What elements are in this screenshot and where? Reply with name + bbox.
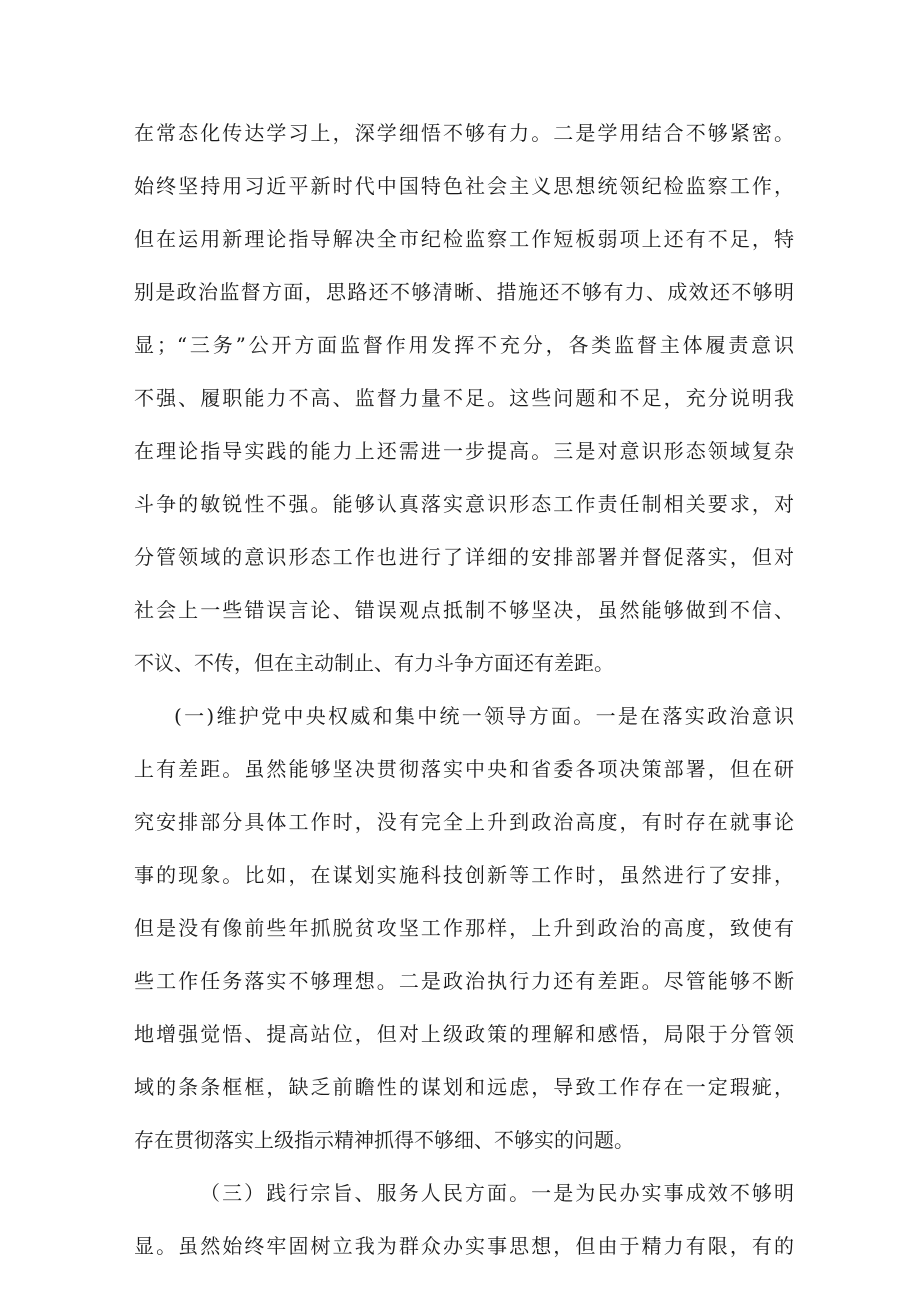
text-line: 社会上一些错误言论、错误观点抵制不够坚决，虽然能够做到不信、 bbox=[134, 598, 794, 622]
text-line: 地增强觉悟、提高站位，但对上级政策的理解和感悟，局限于分管领 bbox=[134, 1022, 794, 1046]
text-line: 上有差距。虽然能够坚决贯彻落实中央和省委各项决策部署，但在研 bbox=[134, 757, 794, 781]
text-line: 显。虽然始终牢固树立我为群众办实事思想，但由于精力有限，有的 bbox=[134, 1234, 794, 1258]
paragraph-2 bbox=[134, 690, 794, 1167]
document-body bbox=[134, 107, 794, 1273]
text-line: 分管领域的意识形态工作也进行了详细的安排部署并督促落实，但对 bbox=[134, 545, 794, 569]
paragraph-1 bbox=[134, 107, 794, 690]
text-line: 但在运用新理论指导解决全市纪检监察工作短板弱项上还有不足，特 bbox=[134, 227, 794, 251]
text-line: 究安排部分具体工作时，没有完全上升到政治高度，有时存在就事论 bbox=[134, 810, 794, 834]
text-line: 存在贯彻落实上级指示精神抓得不够细、不够实的问题。 bbox=[134, 1128, 634, 1152]
text-line: 别是政治监督方面，思路还不够清晰、措施还不够有力、成效还不够明 bbox=[134, 280, 794, 304]
text-line: 事的现象。比如，在谋划实施科技创新等工作时，虽然进行了安排， bbox=[134, 863, 794, 887]
text-line: 域的条条框框，缺乏前瞻性的谋划和远虑，导致工作存在一定瑕疵， bbox=[134, 1075, 794, 1099]
text-line: 不强、履职能力不高、监督力量不足。这些问题和不足，充分说明我 bbox=[134, 386, 794, 410]
text-line: 但是没有像前些年抓脱贫攻坚工作那样，上升到政治的高度，致使有 bbox=[134, 916, 794, 940]
text-line: 显；“三务”公开方面监督作用发挥不充分，各类监督主体履责意识 bbox=[134, 333, 794, 357]
text-line: 在常态化传达学习上，深学细悟不够有力。二是学用结合不够紧密。 bbox=[134, 121, 794, 145]
text-line: 始终坚持用习近平新时代中国特色社会主义思想统领纪检监察工作， bbox=[134, 174, 794, 198]
text-line: 在理论指导实践的能力上还需进一步提高。三是对意识形态领域复杂 bbox=[134, 439, 794, 463]
section-heading-line: （三）践行宗旨、服务人民方面。一是为民办实事成效不够明 bbox=[200, 1181, 794, 1205]
section-heading-line: (一)维护党中央权威和集中统一领导方面。一是在落实政治意识 bbox=[174, 704, 794, 728]
text-line: 斗争的敏锐性不强。能够认真落实意识形态工作责任制相关要求，对 bbox=[134, 492, 794, 516]
text-line: 些工作任务落实不够理想。二是政治执行力还有差距。尽管能够不断 bbox=[134, 969, 794, 993]
text-line: 不议、不传，但在主动制止、有力斗争方面还有差距。 bbox=[134, 651, 614, 675]
paragraph-3 bbox=[134, 1167, 794, 1273]
